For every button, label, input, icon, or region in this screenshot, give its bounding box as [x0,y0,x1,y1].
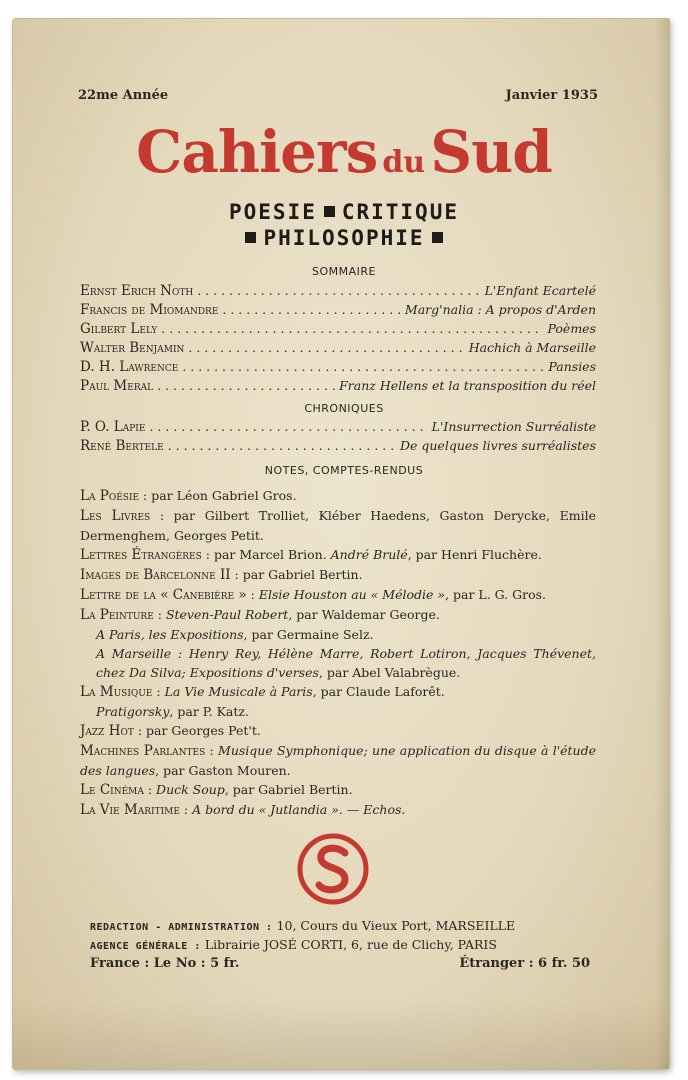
note-entry [80,506,596,545]
note-text: , par Henri Fluchère. [407,547,542,562]
toc-row [80,438,596,457]
toc-leader [222,302,401,317]
toc-leader [149,419,427,434]
note-text: , par Claude Laforêt. [312,684,445,699]
note-sub-entry [80,625,596,644]
note-sep: : [205,743,219,758]
note-entry [80,605,596,682]
note-label: Images de Barcelonne II [80,567,231,583]
footer-agence-address: Librairie JOSÉ CORTI, 6, rue de Clichy, PARIS [200,937,497,952]
note-label: Lettre de la « Canebière » [80,587,247,603]
toc-leader [182,359,544,374]
footer-redaction [90,918,590,933]
note-label: Lettres Étrangères [80,547,202,563]
note-sep: : [246,587,259,602]
note-text: : par Gilbert Trolliet, Kléber Haedens, Gaston Derycke, Emile Dermenghem, Georges Petit. [80,508,596,543]
note-entry [80,565,596,585]
note-entry [80,741,596,780]
toc-author: Paul Meral [80,378,154,394]
rubric-poesie: POESIE [228,200,317,224]
note-label: Le Cinéma [80,782,144,798]
toc-title: Poèmes [547,321,596,336]
toc-leader [188,340,464,355]
note-sep: : [143,782,157,797]
sommaire-list [80,283,596,397]
square-bullet-icon [324,206,335,217]
footer [90,918,590,978]
note-italic: Musique Symphonique; une application du disque à l'étude des langues [80,743,597,778]
note-label: La Musique [80,684,153,700]
price-france: France : Le No : 5 fr. [90,956,240,971]
toc-title: De quelques livres surréalistes [399,438,596,453]
note-text: : par Marcel Brion. [201,547,331,562]
note-italic: Elsie Houston au « Mélodie » [258,587,446,602]
note-label: Les Livres [80,508,151,524]
toc-leader [161,321,543,336]
toc-title: Pansies [548,359,596,374]
publisher-logo-icon [297,833,369,905]
note-text: : par Léon Gabriel Gros. [139,488,297,503]
chroniques-list [80,419,596,457]
toc-title: Franz Hellens et la transposition du réel [339,378,596,393]
note-text: , par Germaine Selz. [243,627,374,642]
toc-author: Ernst Erich Noth [80,283,194,299]
square-bullet-icon [432,232,443,243]
rubric-line-1 [0,200,688,224]
sommaire-heading: SOMMAIRE [312,265,376,278]
note-label: La Peinture [80,607,154,623]
toc-row [80,302,596,321]
toc-row [80,419,596,438]
masthead-title [0,118,688,186]
toc-author: Francis de Miomandre [80,302,219,318]
toc-author: Walter Benjamin [80,340,185,356]
toc-row [80,340,596,359]
note-italic: Pratigorsky [96,704,170,719]
rubric-line-2 [0,226,688,250]
footer-prices [90,956,590,971]
note-sub-entry [80,644,596,682]
toc-author: Gilbert Lely [80,321,158,337]
toc-title: Hachich à Marseille [468,340,596,355]
note-entry [80,800,596,820]
note-italic: La Vie Musicale à Paris [164,684,313,699]
note-sep: : [153,607,166,622]
note-entry [80,721,596,741]
note-label: Machines Parlantes [80,743,206,759]
footer-redaction-label: REDACTION - ADMINISTRATION : [90,922,273,933]
toc-author: René Bertele [80,438,164,454]
note-entry [80,545,596,565]
note-text: : par Georges Pet't. [133,723,261,738]
footer-agence [90,937,590,952]
note-italic: Steven-Paul Robert [165,607,289,622]
note-sep: : [179,802,193,817]
masthead-cahiers: Cahiers [136,118,378,186]
chroniques-heading: CHRONIQUES [304,402,384,415]
note-sub-entry [80,702,596,721]
note-italic: André Brulé [330,547,408,562]
note-italic: Duck Soup [156,782,225,797]
notes-list [80,486,596,820]
note-italic: A bord du « Jutlandia ». — Echos. [192,802,406,817]
note-text: , par Abel Valabrègue. [318,665,461,680]
note-text: , par P. Katz. [169,704,249,719]
rubric-critique: CRITIQUE [341,200,459,224]
note-text: : par Gabriel Bertin. [230,567,363,582]
square-bullet-icon [245,232,256,243]
masthead-du: du [382,145,426,180]
toc-author: P. O. Lapie [80,419,146,435]
note-entry [80,585,596,605]
note-text: , par Gabriel Bertin. [224,782,353,797]
toc-leader [168,438,396,453]
note-italic: A Paris, les Expositions [96,627,244,642]
note-italic: A Marseille : Henry Rey, Hélène Marre, Robert Lotiron, Jacques Thévenet, chez Da Silva; Expositions d'verses [96,646,596,680]
toc-row [80,283,596,302]
toc-title: L'Insurrection Surréaliste [431,419,596,434]
note-label: La Poésie [80,488,140,504]
note-text: , par Gaston Mouren. [155,763,291,778]
note-text: , par L. G. Gros. [445,587,547,602]
toc-leader [157,378,335,393]
rubric-philosophie: PHILOSOPHIE [263,226,425,250]
toc-row [80,378,596,397]
note-sep: : [152,684,165,699]
note-entry [80,780,596,800]
toc-row [80,359,596,378]
issue-date: Janvier 1935 [505,88,598,103]
year-label: 22me Année [78,88,169,103]
price-etranger: Étranger : 6 fr. 50 [459,956,590,971]
toc-title: Marg'nalia : A propos d'Arden [404,302,596,317]
note-text: , par Waldemar George. [288,607,440,622]
note-label: Jazz Hot [80,723,134,739]
footer-agence-label: AGENCE GÉNÉRALE : [90,941,201,952]
toc-row [80,321,596,340]
masthead-sud: Sud [430,118,552,186]
toc-leader [197,283,480,298]
footer-redaction-address: 10, Cours du Vieux Port, MARSEILLE [272,918,516,933]
note-entry [80,682,596,721]
note-label: La Vie Maritime [80,802,180,818]
toc-author: D. H. Lawrence [80,359,179,375]
notes-heading: NOTES, COMPTES-RENDUS [264,464,424,477]
note-entry [80,486,596,506]
toc-title: L'Enfant Ecartelé [484,283,596,298]
